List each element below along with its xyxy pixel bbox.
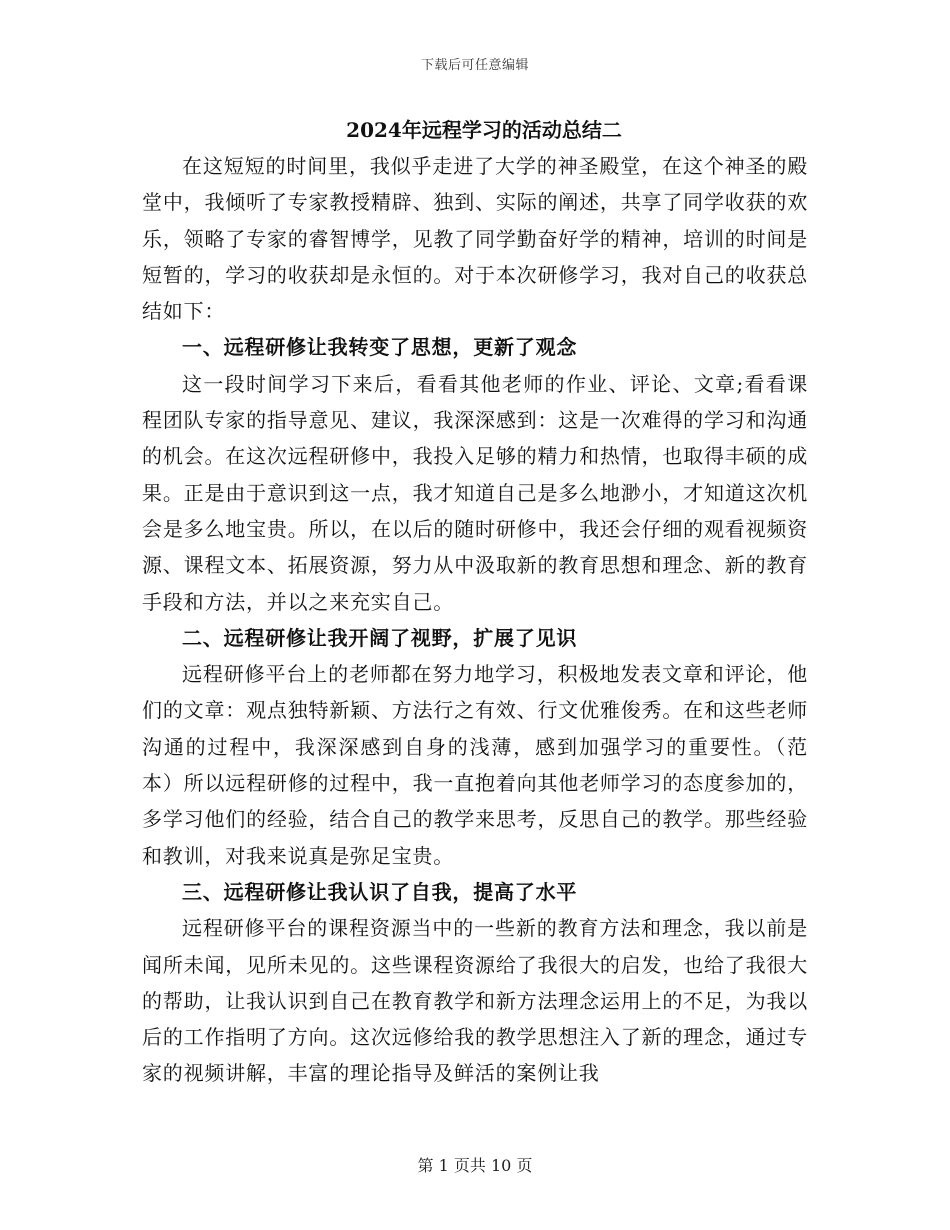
- section-paragraph: 远程研修平台的课程资源当中的一些新的教育方法和理念，我以前是闻所未闻，见所未见的。这些课程资源给了我很大的启发，也给了我很大的帮助，让我认识到自己在教育教学和新方法理念运用上的不足，为我以后的工作指明了方向。这次远修给我的教学思想注入了新的理念，通过专家的视频讲解，丰富的理论指导及鲜活的案例让我: [142, 916, 808, 1086]
- section-heading: 二、远程研修让我开阔了视野，扩展了见识: [182, 625, 578, 650]
- section-2: [142, 620, 808, 874]
- document-title: 2024年远程学习的活动总结二: [346, 118, 622, 142]
- section-heading: 三、远程研修让我认识了自我，提高了水平: [182, 879, 578, 904]
- page-header-note: 下载后可任意编辑: [420, 58, 529, 73]
- section-heading: 一、远程研修让我转变了思想，更新了观念: [182, 335, 578, 360]
- document-body: [142, 112, 808, 1092]
- section-1: [142, 329, 808, 619]
- section-paragraph: 这一段时间学习下来后，看看其他老师的作业、评论、文章;看看课程团队专家的指导意见、建议，我深深感到：这是一次难得的学习和沟通的机会。在这次远程研修中，我投入足够的精力和热情，也取得丰硕的成果。正是由于意识到这一点，我才知道自己是多么地渺小，才知道这次机会是多么地宝贵。所以，在以后的随时研修中，我还会仔细的观看视频资源、课程文本、拓展资源，努力从中汲取新的教育思想和理念、新的教育手段和方法，并以之来充实自己。: [142, 371, 808, 614]
- section-paragraph: 远程研修平台上的老师都在努力地学习，积极地发表文章和评论，他们的文章：观点独特新颖、方法行之有效、行文优雅俊秀。在和这些老师沟通的过程中，我深深感到自身的浅薄，感到加强学习的重要性。（范本）所以远程研修的过程中，我一直抱着向其他老师学习的态度参加的，多学习他们的经验，结合自己的教学来思考，反思自己的教学。那些经验和教训，对我来说真是弥足宝贵。: [142, 662, 808, 868]
- intro-paragraph: 在这短短的时间里，我似乎走进了大学的神圣殿堂，在这个神圣的殿堂中，我倾听了专家教授精辟、独到、实际的阐述，共享了同学收获的欢乐，领略了专家的睿智博学，见教了同学勤奋好学的精神，培训的时间是短暂的，学习的收获却是永恒的。对于本次研修学习，我对自己的收获总结如下：: [142, 154, 808, 324]
- section-3: [142, 874, 808, 1092]
- page-number-footer: 第 1 页共 10 页: [417, 1156, 533, 1175]
